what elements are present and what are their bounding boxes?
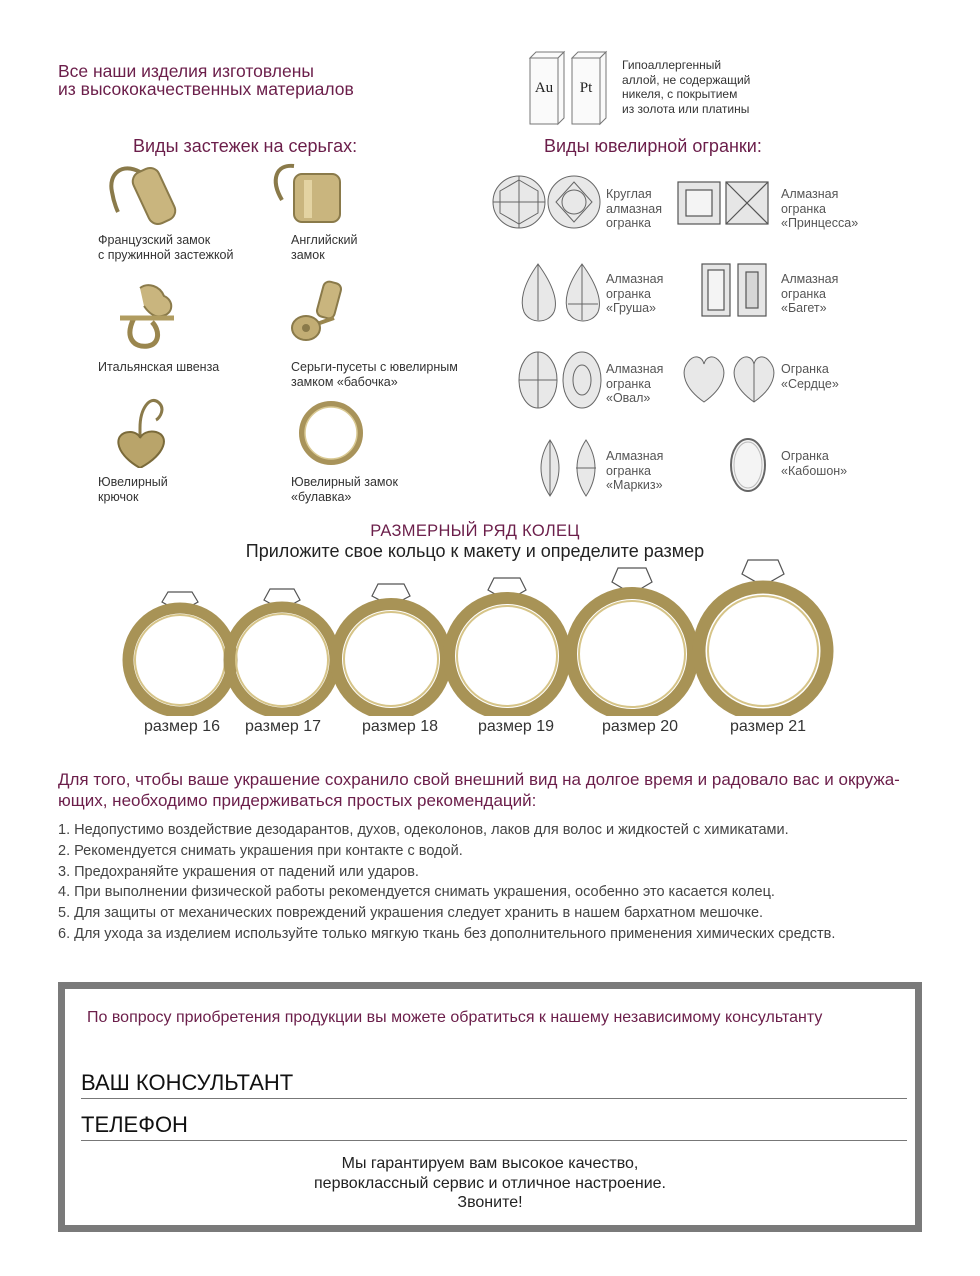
guarantee-text: Мы гарантируем вам высокое качество, первоклассный сервис и отличное настроение. Звоните! xyxy=(314,1155,666,1211)
ring-size-title: РАЗМЕРНЫЙ РЯД КОЛЕЦ xyxy=(370,522,580,540)
clasps-title: Виды застежек на серьгах: xyxy=(133,136,358,156)
metal-blocks-icon xyxy=(528,50,608,126)
french-clasp-icon xyxy=(100,160,190,230)
clasp-caption-1: Французский замок с пружинной застежкой xyxy=(98,233,234,262)
ring-18 xyxy=(336,584,446,714)
hook-clasp-icon xyxy=(100,388,190,468)
princess-cut-icon xyxy=(676,178,772,228)
size-label-20: размер 20 xyxy=(602,718,678,735)
cut-caption-round: Круглая алмазная огранка xyxy=(606,187,663,230)
pt-label: Pt xyxy=(579,80,593,96)
care-item: 6. Для ухода за изделием используйте только мягкую ткань без дополнительного применения химических средств. xyxy=(58,925,836,942)
ring-17 xyxy=(229,589,335,713)
care-item: 1. Недопустимо воздействие дезодарантов, духов, одеколонов, лаков для волос и жидкостей с химикатами. xyxy=(58,822,789,838)
ring-20 xyxy=(571,568,693,715)
care-intro: Для того, чтобы ваше украшение сохранило свой внешний вид на долгое время и радовало вас и окружа-ющих, необходимо придерживаться простых рекомендаций: xyxy=(58,770,900,810)
oval-cut-icon xyxy=(516,350,606,410)
cut-caption-heart: Огранка «Сердце» xyxy=(781,362,839,391)
clasp-caption-6: Ювелирный замок «булавка» xyxy=(291,475,398,504)
consultant-field[interactable]: ВАШ КОНСУЛЬТАНТ xyxy=(81,1070,907,1099)
materials-heading: Все наши изделия изготовлены из высококачественных материалов xyxy=(58,61,354,99)
size-label-16: размер 16 xyxy=(144,718,220,735)
marquise-cut-icon xyxy=(536,438,602,498)
care-list xyxy=(58,820,835,945)
cut-caption-marquise: Алмазная огранка «Маркиз» xyxy=(606,449,664,492)
contact-box xyxy=(58,982,922,1232)
care-item: 4. При выполнении физической работы рекомендуется снимать украшения, особенно это касается колец. xyxy=(58,884,775,901)
butterfly-clasp-icon xyxy=(284,278,364,354)
care-item: 5. Для защиты от механических повреждений украшения следует хранить в нашем бархатном мешочке. xyxy=(58,905,764,922)
clasp-caption-3: Итальянская швенза xyxy=(98,360,220,374)
ring-19 xyxy=(449,578,565,714)
italian-clasp-icon xyxy=(104,278,194,354)
ring-size-chart xyxy=(120,556,840,716)
size-label-19: размер 19 xyxy=(478,718,554,735)
ring-size-subtitle: Приложите свое кольцо к макету и определите размер xyxy=(245,541,705,561)
cut-caption-oval: Алмазная огранка «Овал» xyxy=(606,362,664,405)
cut-caption-baguette: Алмазная огранка «Багет» xyxy=(781,272,839,315)
clasp-caption-4: Серьги-пусеты с ювелирным замком «бабочка» xyxy=(291,360,458,389)
care-item: 3. Предохраняйте украшения от падений или ударов. xyxy=(58,863,419,880)
cut-caption-pear: Алмазная огранка «Груша» xyxy=(606,272,664,315)
contact-lead: По вопросу приобретения продукции вы можете обратиться к нашему независимому консультанту xyxy=(87,1009,823,1026)
round-cut-icon xyxy=(490,172,602,232)
english-clasp-icon xyxy=(262,160,352,230)
baguette-cut-icon xyxy=(700,262,770,318)
metal-description: Гипоаллергенный аллой, не содержащий никеля, с покрытием из золота или платины xyxy=(622,58,751,116)
cabochon-cut-icon xyxy=(728,436,768,494)
size-label-21: размер 21 xyxy=(730,718,806,735)
phone-field[interactable]: ТЕЛЕФОН xyxy=(81,1112,907,1141)
ring-21 xyxy=(699,560,827,715)
size-label-17: размер 17 xyxy=(245,718,321,735)
pear-cut-icon xyxy=(518,262,604,324)
hoop-clasp-icon xyxy=(296,398,366,468)
size-label-18: размер 18 xyxy=(362,718,438,735)
au-label: Au xyxy=(534,80,554,96)
clasp-caption-5: Ювелирный крючок xyxy=(98,475,168,504)
care-item: 2. Рекомендуется снимать украшения при контакте с водой. xyxy=(58,842,463,859)
cuts-title: Виды ювелирной огранки: xyxy=(544,136,762,156)
ring-16 xyxy=(128,592,232,712)
cut-caption-cabochon: Огранка «Кабошон» xyxy=(781,449,848,478)
cut-caption-princess: Алмазная огранка «Принцесса» xyxy=(781,187,859,230)
heart-cut-icon xyxy=(680,352,778,404)
clasp-caption-2: Английский замок xyxy=(291,233,358,262)
